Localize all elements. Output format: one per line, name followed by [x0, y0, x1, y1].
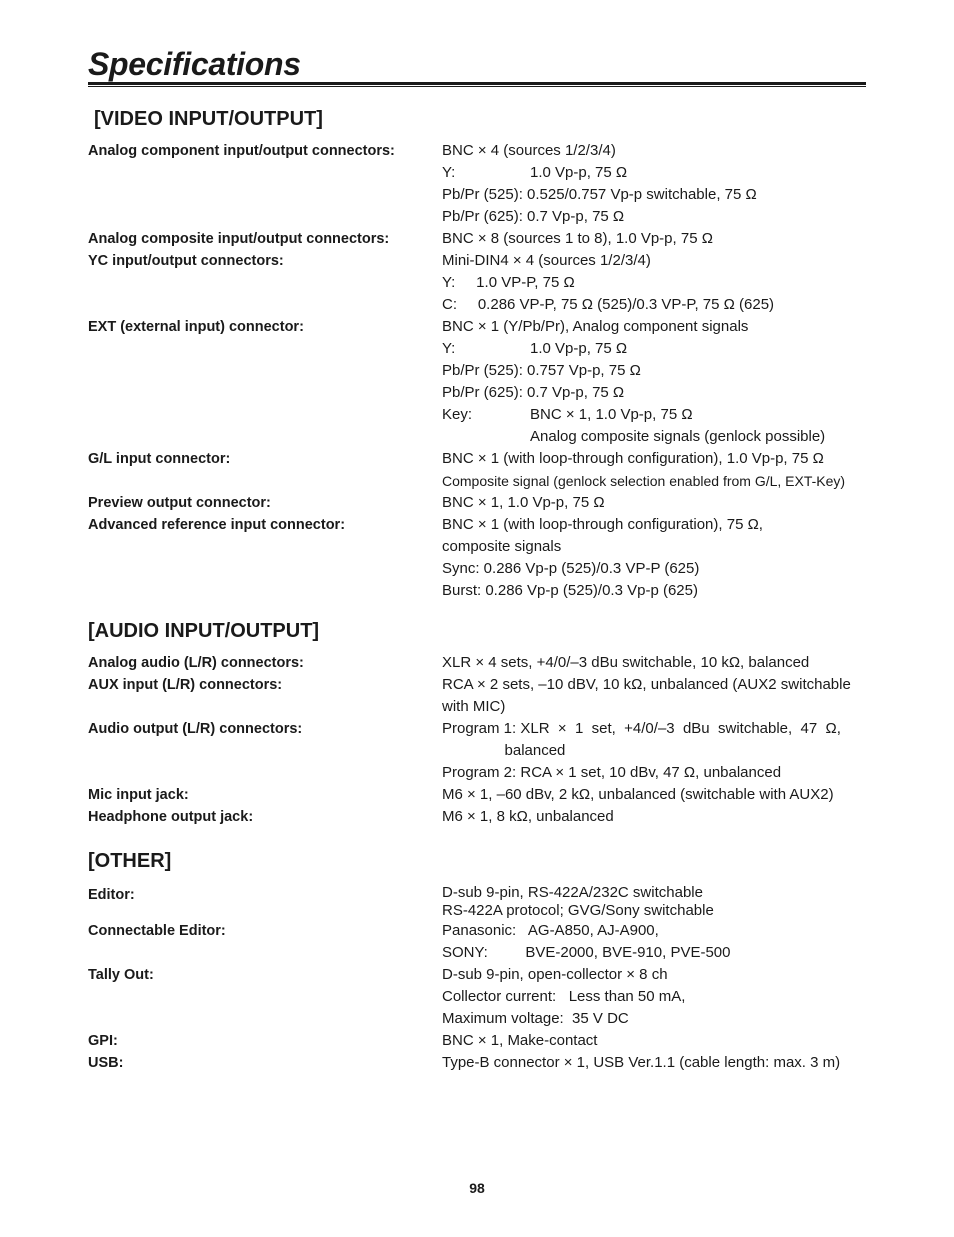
section-heading-video: [VIDEO INPUT/OUTPUT]	[94, 108, 323, 130]
spec-label: G/L input connector:	[88, 451, 231, 467]
spec-value-line: BNC × 8 (sources 1 to 8), 1.0 Vp-p, 75 Ω	[442, 230, 713, 247]
spec-value-line: BNC × 1, Make-contact	[442, 1032, 598, 1049]
spec-value	[442, 674, 868, 718]
spec-value-line: M6 × 1, –60 dBv, 2 kΩ, unbalanced (switchable with AUX2)	[442, 786, 834, 803]
spec-value-line: Type-B connector × 1, USB Ver.1.1 (cable length: max. 3 m)	[442, 1054, 841, 1071]
spec-row	[88, 316, 868, 448]
spec-value-line: balanced	[442, 742, 566, 759]
spec-value-line: Maximum voltage: 35 V DC	[442, 1010, 629, 1027]
page-title: Specifications	[88, 46, 301, 82]
audio-section	[88, 616, 868, 828]
spec-label: Mic input jack:	[88, 787, 189, 803]
spec-label: Tally Out:	[88, 967, 154, 983]
spec-row	[88, 228, 868, 250]
spec-value-line: Y: 1.0 VP-P, 75 Ω	[442, 274, 575, 291]
spec-value	[442, 448, 868, 492]
spec-row	[88, 806, 868, 828]
spec-value	[442, 884, 868, 920]
spec-value	[442, 806, 868, 828]
spec-value-line: Analog composite signals (genlock possible)	[530, 428, 826, 445]
spec-label: USB:	[88, 1055, 124, 1071]
spec-value-line: Pb/Pr (625): 0.7 Vp-p, 75 Ω	[442, 384, 625, 401]
spec-label: Analog audio (L/R) connectors:	[88, 655, 304, 671]
spec-value-line: BNC × 1, 1.0 Vp-p, 75 Ω	[442, 494, 605, 511]
video-rows	[88, 140, 868, 602]
spec-value-line: Program 2: RCA × 1 set, 10 dBv, 47 Ω, unbalanced	[442, 764, 782, 781]
spec-value-line: BNC × 1 (with loop-through configuration), 1.0 Vp-p, 75 Ω	[442, 450, 824, 467]
spec-value-line: Burst: 0.286 Vp-p (525)/0.3 Vp-p (625)	[442, 582, 698, 599]
spec-row	[88, 652, 868, 674]
spec-value-line: Pb/Pr (625): 0.7 Vp-p, 75 Ω	[442, 208, 625, 225]
video-section	[88, 104, 868, 602]
spec-label: Preview output connector:	[88, 495, 271, 511]
spec-value-line: Program 1: XLR × 1 set, +4/0/–3 dBu switchable, 47 Ω,	[442, 720, 841, 737]
spec-row	[88, 884, 868, 920]
spec-row	[88, 140, 868, 228]
spec-label: Analog component input/output connectors:	[88, 143, 395, 159]
spec-value	[442, 316, 868, 448]
section-heading-other: [OTHER]	[88, 850, 172, 872]
spec-value	[442, 920, 868, 964]
spec-value-line: Y: 1.0 Vp-p, 75 Ω	[442, 340, 628, 357]
spec-value-line: Pb/Pr (525): 0.757 Vp-p, 75 Ω	[442, 362, 641, 379]
spec-value	[442, 492, 868, 514]
spec-row	[88, 718, 868, 784]
spec-label: Analog composite input/output connectors:	[88, 231, 390, 247]
spec-value-line: Key: BNC × 1, 1.0 Vp-p, 75 Ω	[442, 406, 693, 423]
spec-label: EXT (external input) connector:	[88, 319, 304, 335]
spec-value-line: Panasonic: AG-A850, AJ-A900,	[442, 922, 659, 939]
spec-value	[442, 228, 868, 250]
other-rows	[88, 884, 868, 1074]
spec-value-line: D-sub 9-pin, RS-422A/232C switchable	[442, 884, 703, 901]
spec-value	[442, 964, 868, 1030]
spec-label: Editor:	[88, 887, 135, 903]
spec-value	[442, 514, 868, 602]
section-heading-audio: [AUDIO INPUT/OUTPUT]	[88, 620, 320, 642]
spec-value-line: SONY: BVE-2000, BVE-910, PVE-500	[442, 944, 731, 961]
spec-value-line: RS-422A protocol; GVG/Sony switchable	[442, 902, 714, 919]
spec-value-line: Collector current: Less than 50 mA,	[442, 988, 686, 1005]
spec-label: Audio output (L/R) connectors:	[88, 721, 303, 737]
spec-label: Advanced reference input connector:	[88, 517, 346, 533]
spec-value-line: composite signals	[442, 538, 562, 555]
spec-row	[88, 784, 868, 806]
spec-value-line: M6 × 1, 8 kΩ, unbalanced	[442, 808, 614, 825]
spec-row	[88, 514, 868, 602]
spec-row	[88, 492, 868, 514]
spec-value	[442, 784, 868, 806]
spec-value	[442, 718, 868, 784]
spec-value-line: XLR × 4 sets, +4/0/–3 dBu switchable, 10 kΩ, balanced	[442, 654, 810, 671]
other-section	[88, 846, 868, 1074]
spec-value-line: Pb/Pr (525): 0.525/0.757 Vp-p switchable, 75 Ω	[442, 186, 757, 203]
spec-row	[88, 448, 868, 492]
spec-label: YC input/output connectors:	[88, 253, 284, 269]
spec-label: Headphone output jack:	[88, 809, 254, 825]
title-rule	[88, 82, 866, 87]
spec-value	[442, 250, 868, 316]
spec-value-line: Composite signal (genlock selection enabled from G/L, EXT-Key)	[442, 473, 846, 489]
spec-value-line: BNC × 1 (with loop-through configuration), 75 Ω,	[442, 516, 763, 533]
spec-value-line: RCA × 2 sets, –10 dBV, 10 kΩ, unbalanced (AUX2 switchable	[442, 676, 851, 693]
page-number: 98	[469, 1180, 485, 1196]
spec-value	[442, 1052, 868, 1074]
spec-value-line: Sync: 0.286 Vp-p (525)/0.3 VP-P (625)	[442, 560, 700, 577]
spec-value-line: C: 0.286 VP-P, 75 Ω (525)/0.3 VP-P, 75 Ω (625)	[442, 296, 775, 313]
audio-rows	[88, 652, 868, 828]
spec-value-line: Y: 1.0 Vp-p, 75 Ω	[442, 164, 628, 181]
spec-label: Connectable Editor:	[88, 923, 226, 939]
spec-row	[88, 964, 868, 1030]
spec-row	[88, 920, 868, 964]
spec-row	[88, 250, 868, 316]
spec-row	[88, 1052, 868, 1074]
spec-value-line: BNC × 4 (sources 1/2/3/4)	[442, 142, 616, 159]
spec-value-line: D-sub 9-pin, open-collector × 8 ch	[442, 966, 668, 983]
spec-value	[442, 652, 868, 674]
spec-value	[442, 1030, 868, 1052]
spec-value-line: with MIC)	[442, 698, 506, 715]
spec-value-line: BNC × 1 (Y/Pb/Pr), Analog component signals	[442, 318, 749, 335]
spec-value-line: Mini-DIN4 × 4 (sources 1/2/3/4)	[442, 252, 651, 269]
spec-label: GPI:	[88, 1033, 118, 1049]
spec-value	[442, 140, 868, 228]
spec-row	[88, 1030, 868, 1052]
spec-row	[88, 674, 868, 718]
spec-label: AUX input (L/R) connectors:	[88, 677, 283, 693]
